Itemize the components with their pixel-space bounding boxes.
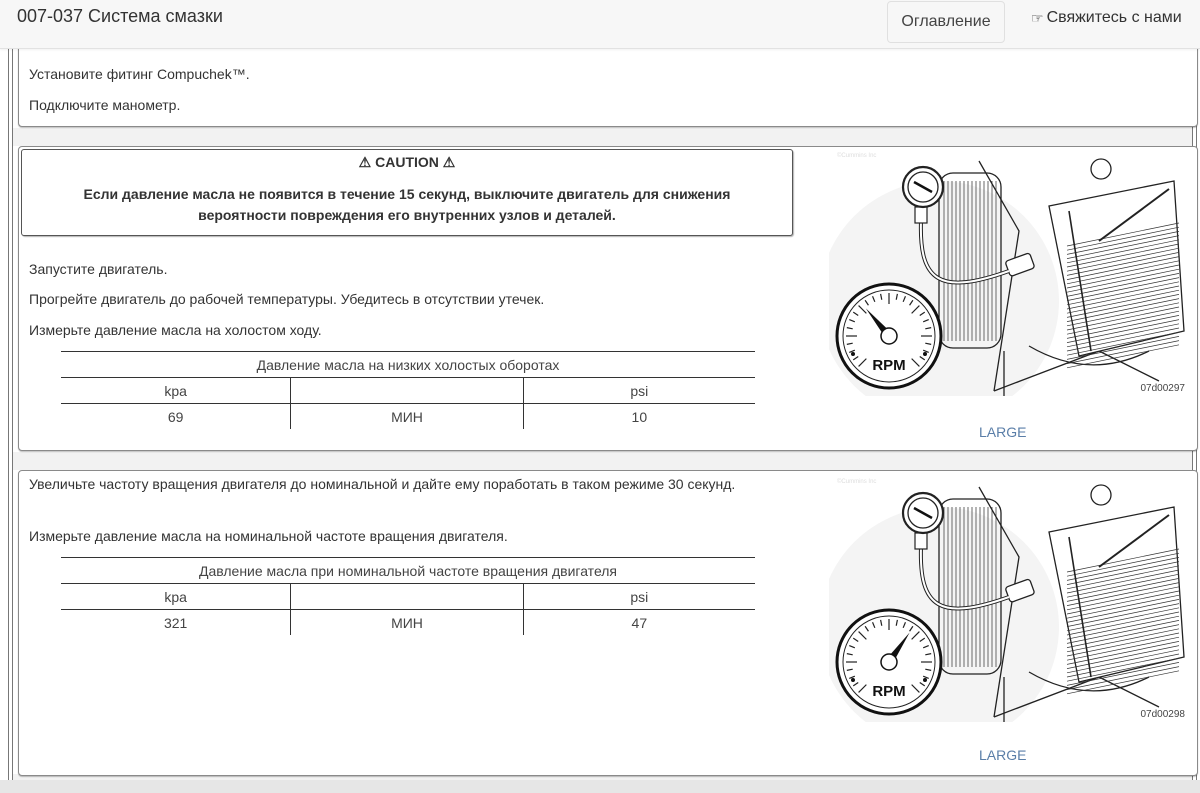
contact-us-label: Свяжитесь с нами [1046, 9, 1182, 26]
gauge-stem [915, 207, 927, 223]
tachometer-dot [923, 352, 927, 356]
warning-triangle-icon: ⚠ [358, 154, 372, 170]
bolt-head [1091, 159, 1111, 179]
hand-pointing-icon: ☞ [1031, 9, 1044, 26]
oil-pressure-gauge-illustration[interactable] [829, 477, 1189, 722]
unit-blank [291, 584, 523, 610]
content-frame-left [8, 48, 13, 780]
step-text: Измерьте давление масла на номинальной частоте вращения двигателя. [29, 528, 508, 544]
tachometer-dot [851, 678, 855, 682]
value-psi: 10 [631, 408, 648, 425]
page-title: 007-037 Система смазки [17, 6, 223, 26]
procedure-step-panel [18, 146, 1198, 451]
step-text: Установите фитинг Compuchek™. [29, 66, 250, 82]
step-text: Подключите манометр. [29, 97, 181, 113]
panel-gap [13, 452, 1192, 470]
table-of-contents-button[interactable]: Оглавление [887, 1, 1005, 43]
panel-gap [13, 128, 1192, 146]
tachometer-label: RPM [872, 683, 906, 700]
unit-psi: psi [523, 584, 755, 610]
tachometer-hub [881, 654, 897, 670]
tachometer-dot [851, 352, 855, 356]
tachometer-label: RPM [872, 357, 906, 374]
filter-housing [1049, 507, 1184, 694]
value-limit: МИН [291, 404, 523, 430]
tachometer-hub [881, 328, 897, 344]
caution-box [21, 149, 793, 236]
caution-text: Если давление масла не появится в течение 15 секунд, выключите двигатель для снижения вероятности повреждения его внутренних узлов и деталей. [83, 186, 731, 223]
figure-copyright: ©Cummins Inc [837, 153, 877, 159]
oil-pressure-idle-table [61, 351, 755, 429]
engine-illustration [829, 477, 1189, 722]
caution-title: CAUTION [375, 154, 439, 170]
value-limit: МИН [291, 610, 523, 636]
contact-us-link[interactable] [1031, 9, 1182, 27]
unit-blank [291, 378, 523, 404]
figure-code: 07d00298 [1140, 709, 1185, 720]
table-caption: Давление масла на низких холостых оборотах [61, 352, 755, 378]
oil-pressure-rated-table [61, 557, 755, 635]
step-text: Увеличьте частоту вращения двигателя до номинальной и дайте ему поработать в таком режиме 30 секунд. [29, 476, 736, 492]
large-image-link[interactable]: LARGE [979, 424, 1027, 440]
large-image-link[interactable]: LARGE [979, 747, 1027, 763]
figure-code: 07d00297 [1140, 383, 1185, 394]
bolt-head [1091, 485, 1111, 505]
top-header [0, 0, 1200, 49]
step-text: Прогрейте двигатель до рабочей температуры. Убедитесь в отсутствии утечек. [29, 291, 545, 307]
value-psi: 47 [631, 614, 648, 631]
step-text: Запустите двигатель. [29, 261, 168, 277]
unit-kpa: kpa [61, 378, 291, 404]
unit-psi: psi [523, 378, 755, 404]
procedure-step-panel [18, 470, 1198, 776]
warning-triangle-icon: ⚠ [442, 154, 456, 170]
step-text: Измерьте давление масла на холостом ходу. [29, 322, 322, 338]
value-kpa: 69 [167, 408, 184, 425]
figure-copyright: ©Cummins Inc [837, 479, 877, 485]
value-kpa: 321 [163, 614, 188, 631]
tachometer-dot [923, 678, 927, 682]
oil-pressure-gauge-illustration[interactable] [829, 151, 1189, 396]
engine-illustration [829, 151, 1189, 396]
table-caption: Давление масла при номинальной частоте вращения двигателя [61, 558, 755, 584]
caution-heading [22, 154, 792, 171]
unit-kpa: kpa [61, 584, 291, 610]
filter-housing [1049, 181, 1184, 368]
gauge-stem [915, 533, 927, 549]
horizontal-scrollbar-track[interactable] [0, 780, 1200, 793]
